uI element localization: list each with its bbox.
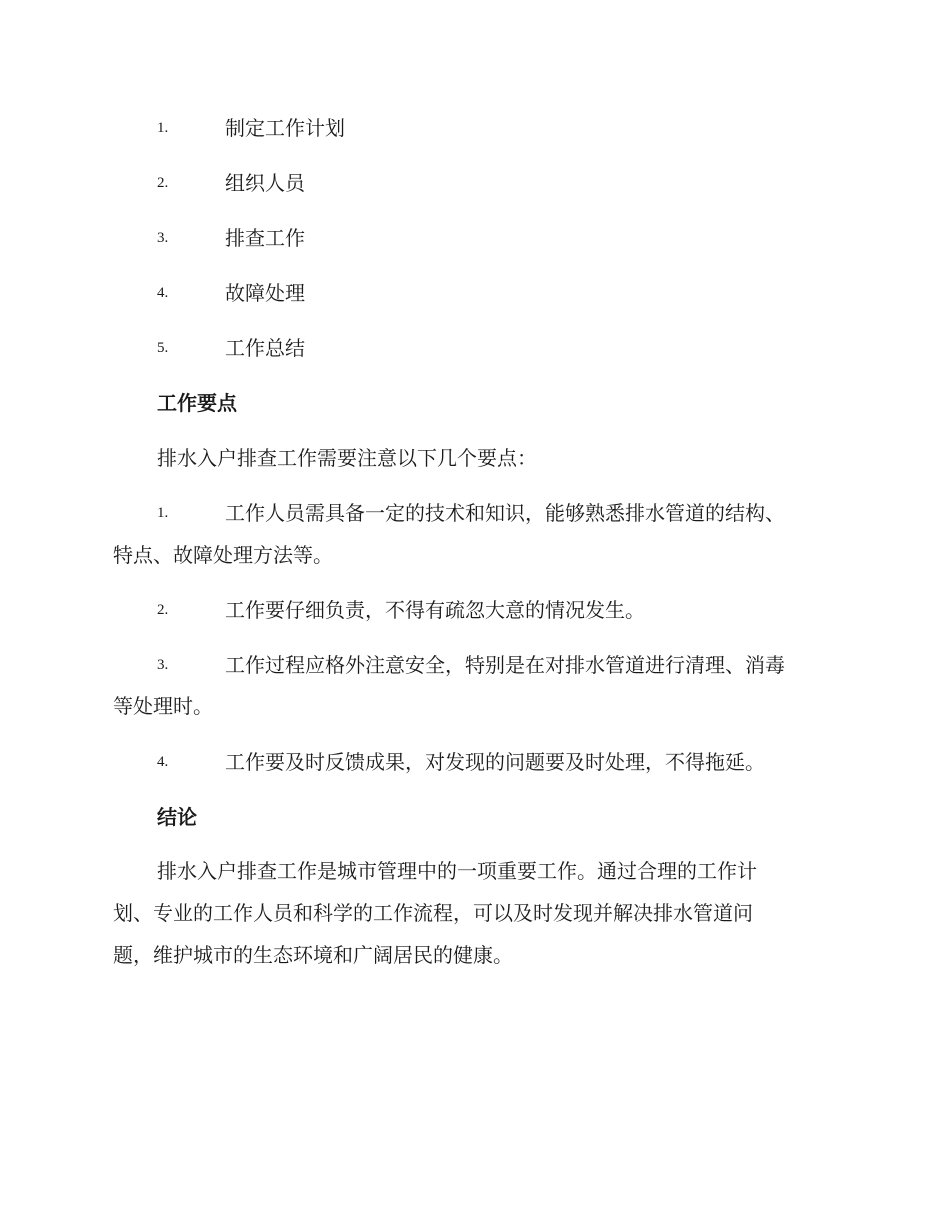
step-text: 工作总结 (225, 336, 305, 360)
point-number: 2. (157, 602, 169, 618)
point-number: 4. (157, 754, 169, 770)
conclusion-heading: 结论 (157, 805, 197, 829)
step-number: 3. (157, 230, 169, 246)
point-text-continued: 特点、故障处理方法等。 (113, 543, 333, 567)
conclusion-line: 划、专业的工作人员和科学的工作流程，可以及时发现并解决排水管道问 (113, 901, 753, 925)
point-number: 3. (157, 657, 169, 673)
conclusion-line: 排水入户排查工作是城市管理中的一项重要工作。通过合理的工作计 (157, 859, 757, 883)
point-text: 工作要及时反馈成果，对发现的问题要及时处理，不得拖延。 (225, 750, 765, 774)
point-text-continued: 等处理时。 (113, 694, 213, 718)
step-number: 2. (157, 175, 169, 191)
step-text: 排查工作 (225, 226, 305, 250)
step-number: 5. (157, 340, 169, 356)
point-text: 工作要仔细负责，不得有疏忽大意的情况发生。 (225, 598, 645, 622)
step-text: 故障处理 (225, 281, 305, 305)
key-points-heading: 工作要点 (157, 391, 237, 415)
key-points-intro: 排水入户排查工作需要注意以下几个要点： (157, 446, 537, 470)
point-text: 工作过程应格外注意安全，特别是在对排水管道进行清理、消毒 (225, 653, 785, 677)
step-text: 制定工作计划 (225, 116, 345, 140)
point-text: 工作人员需具备一定的技术和知识，能够熟悉排水管道的结构、 (225, 501, 785, 525)
step-number: 1. (157, 120, 169, 136)
point-number: 1. (157, 505, 169, 521)
conclusion-line: 题，维护城市的生态环境和广阔居民的健康。 (113, 943, 513, 967)
step-number: 4. (157, 285, 169, 301)
step-text: 组织人员 (225, 171, 305, 195)
